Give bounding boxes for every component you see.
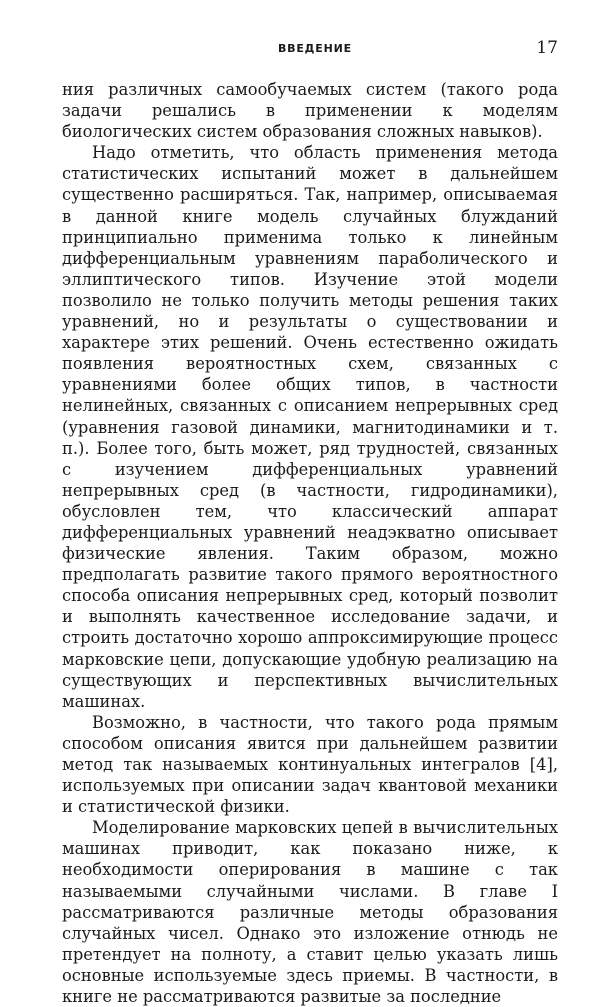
paragraph-application-scope: Надо отметить, что область применения метода статистических испытаний может в дальнейшем существенно расширяться. Так, например, описываемая в данной книге модель случайных блужданий принципиально применима только к линейным дифференциальным уравнениям параболического и эллиптического типов. Изучение этой модели позволило не только получить методы решения таких уравнений, но и результаты о существовании и характере этих решений. Очень естественно ожидать появления вероятностных схем, связанных с уравнениями более общих типов, в частности нелинейных, связанных с описанием непрерывных сред (уравнения газовой динамики, магнитодинамики и т. п.). Более того, быть может, ряд трудностей, связанных с изучением дифференциальных уравнений непрерывных сред (в частности, гидродинамики), обусловлен тем, что классический аппарат дифференциальных уравнений неадэкватно описывает физические явления. Таким образом, можно предполагать развитие такого прямого вероятностного способа описания непрерывных сред, который позволит и выполнять качественное исследование задачи, и строить достаточно хорошо аппроксимирующие процесс марковские цепи, допускающие удобную реализацию на существующих и перспективных вычислительных машинах.	[62, 143, 558, 711]
paragraph-continuation: ния различных самообучаемых систем (такого рода задачи решались в применении к моделям биологических систем образования сложных навыков).	[62, 80, 558, 142]
body-text	[62, 79, 558, 1007]
paragraph-random-numbers: Моделирование марковских цепей в вычислительных машинах приводит, как показано ниже, к необходимости оперирования в машине с так называемыми случайными числами. В главе I рассматриваются различные методы образования случайных чисел. Однако это изложение отнюдь не претендует на полноту, а ставит целью указать лишь основные используемые здесь приемы. В частности, в книге не рассматриваются развитые за последние	[62, 818, 558, 1007]
running-title: ВВЕДЕНИЕ	[278, 42, 352, 55]
running-head	[0, 38, 600, 62]
paragraph-continual-integrals: Возможно, в частности, что такого рода прямым способом описания явится при дальнейшем развитии метод так называемых континуальных интегралов [4], используемых при описании задач квантовой механики и статистической физики.	[62, 712, 558, 817]
page-number: 17	[536, 38, 558, 58]
